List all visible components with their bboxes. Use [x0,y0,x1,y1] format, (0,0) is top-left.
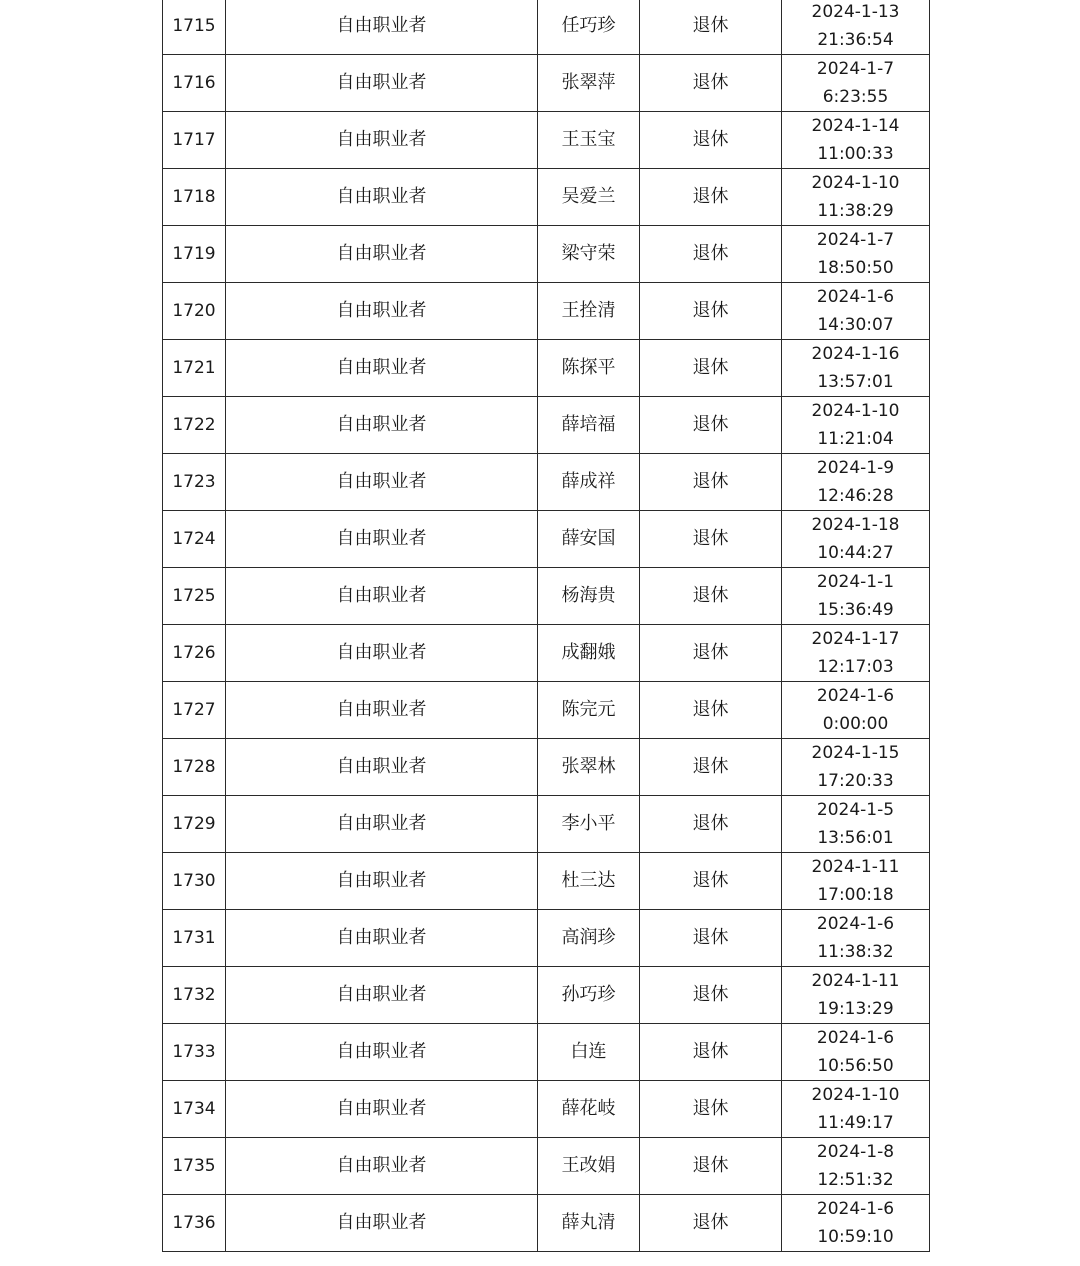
name-cell: 薛花岐 [538,1081,640,1138]
table-row [163,1024,930,1081]
time-text: 12:46:28 [817,486,894,506]
status-cell: 退休 [640,112,782,169]
occupation-cell: 自由职业者 [226,1138,538,1195]
table-row [163,454,930,511]
datetime-cell [782,0,930,55]
time-text: 18:50:50 [817,258,894,278]
datetime-cell [782,1138,930,1195]
table-row [163,1138,930,1195]
status-cell: 退休 [640,967,782,1024]
time-text: 11:21:04 [817,429,894,449]
status-cell: 退休 [640,739,782,796]
time-text: 17:00:18 [817,885,894,905]
time-text: 14:30:07 [817,315,894,335]
datetime-cell [782,967,930,1024]
date-text: 2024-1-14 [811,116,900,136]
row-number-cell: 1732 [163,967,226,1024]
status-cell: 退休 [640,853,782,910]
occupation-cell: 自由职业者 [226,739,538,796]
date-text: 2024-1-6 [816,686,895,706]
name-cell: 吴爱兰 [538,169,640,226]
time-text: 11:38:29 [817,201,894,221]
name-cell: 张翠林 [538,739,640,796]
datetime-cell [782,454,930,511]
occupation-cell: 自由职业者 [226,910,538,967]
table-row [163,0,930,55]
status-cell: 退休 [640,397,782,454]
datetime-cell [782,1195,930,1252]
name-cell: 王拴清 [538,283,640,340]
datetime-cell [782,283,930,340]
table-row [163,910,930,967]
row-number-cell: 1735 [163,1138,226,1195]
occupation-cell: 自由职业者 [226,1195,538,1252]
occupation-cell: 自由职业者 [226,397,538,454]
name-cell: 王玉宝 [538,112,640,169]
time-text: 21:36:54 [817,30,894,50]
date-text: 2024-1-15 [811,743,900,763]
time-text: 11:38:32 [817,942,894,962]
datetime-cell [782,340,930,397]
date-text: 2024-1-5 [816,800,895,820]
row-number-cell: 1731 [163,910,226,967]
date-text: 2024-1-17 [811,629,900,649]
name-cell: 薛丸清 [538,1195,640,1252]
date-text: 2024-1-8 [816,1142,895,1162]
date-text: 2024-1-10 [811,1085,900,1105]
table-row [163,1081,930,1138]
occupation-cell: 自由职业者 [226,226,538,283]
status-cell: 退休 [640,1138,782,1195]
row-number-cell: 1724 [163,511,226,568]
occupation-cell: 自由职业者 [226,283,538,340]
row-number-cell: 1722 [163,397,226,454]
status-cell: 退休 [640,625,782,682]
table-row [163,568,930,625]
status-cell: 退休 [640,568,782,625]
date-text: 2024-1-18 [811,515,900,535]
date-text: 2024-1-11 [811,971,900,991]
name-cell: 薛培福 [538,397,640,454]
date-text: 2024-1-13 [811,2,900,22]
table-row [163,340,930,397]
roster-table [162,0,930,1252]
datetime-cell [782,739,930,796]
status-cell: 退休 [640,796,782,853]
date-text: 2024-1-1 [816,572,895,592]
datetime-cell [782,112,930,169]
datetime-cell [782,511,930,568]
date-text: 2024-1-6 [816,1199,895,1219]
name-cell: 薛安国 [538,511,640,568]
occupation-cell: 自由职业者 [226,169,538,226]
table-row [163,169,930,226]
table-row [163,283,930,340]
name-cell: 梁守荣 [538,226,640,283]
date-text: 2024-1-16 [811,344,900,364]
table-row [163,853,930,910]
row-number-cell: 1715 [163,0,226,55]
row-number-cell: 1733 [163,1024,226,1081]
time-text: 6:23:55 [822,87,889,107]
datetime-cell [782,853,930,910]
name-cell: 任巧珍 [538,0,640,55]
status-cell: 退休 [640,1081,782,1138]
date-text: 2024-1-7 [816,59,895,79]
occupation-cell: 自由职业者 [226,1081,538,1138]
occupation-cell: 自由职业者 [226,1024,538,1081]
table-row [163,967,930,1024]
occupation-cell: 自由职业者 [226,967,538,1024]
status-cell: 退休 [640,454,782,511]
occupation-cell: 自由职业者 [226,625,538,682]
status-cell: 退休 [640,340,782,397]
table-row [163,112,930,169]
row-number-cell: 1721 [163,340,226,397]
time-text: 13:56:01 [817,828,894,848]
row-number-cell: 1727 [163,682,226,739]
date-text: 2024-1-6 [816,287,895,307]
time-text: 12:17:03 [817,657,894,677]
datetime-cell [782,55,930,112]
name-cell: 孙巧珍 [538,967,640,1024]
time-text: 11:00:33 [817,144,894,164]
row-number-cell: 1717 [163,112,226,169]
name-cell: 白连 [538,1024,640,1081]
occupation-cell: 自由职业者 [226,55,538,112]
row-number-cell: 1736 [163,1195,226,1252]
table-row [163,511,930,568]
row-number-cell: 1718 [163,169,226,226]
row-number-cell: 1730 [163,853,226,910]
name-cell: 陈探平 [538,340,640,397]
table-row [163,796,930,853]
datetime-cell [782,796,930,853]
datetime-cell [782,625,930,682]
name-cell: 陈完元 [538,682,640,739]
name-cell: 高润珍 [538,910,640,967]
table-row [163,397,930,454]
row-number-cell: 1726 [163,625,226,682]
occupation-cell: 自由职业者 [226,796,538,853]
name-cell: 杜三达 [538,853,640,910]
occupation-cell: 自由职业者 [226,0,538,55]
time-text: 15:36:49 [817,600,894,620]
name-cell: 成翻娥 [538,625,640,682]
occupation-cell: 自由职业者 [226,112,538,169]
row-number-cell: 1720 [163,283,226,340]
datetime-cell [782,1081,930,1138]
datetime-cell [782,568,930,625]
name-cell: 李小平 [538,796,640,853]
row-number-cell: 1728 [163,739,226,796]
date-text: 2024-1-7 [816,230,895,250]
time-text: 11:49:17 [817,1113,894,1133]
status-cell: 退休 [640,0,782,55]
datetime-cell [782,1024,930,1081]
status-cell: 退休 [640,1195,782,1252]
name-cell: 张翠萍 [538,55,640,112]
table-row [163,226,930,283]
occupation-cell: 自由职业者 [226,511,538,568]
time-text: 10:56:50 [817,1056,894,1076]
status-cell: 退休 [640,55,782,112]
row-number-cell: 1734 [163,1081,226,1138]
datetime-cell [782,397,930,454]
datetime-cell [782,682,930,739]
row-number-cell: 1719 [163,226,226,283]
table-row [163,55,930,112]
status-cell: 退休 [640,1024,782,1081]
row-number-cell: 1716 [163,55,226,112]
status-cell: 退休 [640,283,782,340]
status-cell: 退休 [640,226,782,283]
roster-table-body [163,0,930,1252]
time-text: 10:44:27 [817,543,894,563]
table-row [163,682,930,739]
status-cell: 退休 [640,682,782,739]
time-text: 19:13:29 [817,999,894,1019]
name-cell: 薛成祥 [538,454,640,511]
date-text: 2024-1-10 [811,401,900,421]
date-text: 2024-1-6 [816,914,895,934]
occupation-cell: 自由职业者 [226,682,538,739]
table-row [163,1195,930,1252]
name-cell: 王改娟 [538,1138,640,1195]
datetime-cell [782,169,930,226]
status-cell: 退休 [640,511,782,568]
occupation-cell: 自由职业者 [226,454,538,511]
time-text: 13:57:01 [817,372,894,392]
row-number-cell: 1723 [163,454,226,511]
table-row [163,739,930,796]
datetime-cell [782,226,930,283]
name-cell: 杨海贵 [538,568,640,625]
row-number-cell: 1729 [163,796,226,853]
date-text: 2024-1-11 [811,857,900,877]
occupation-cell: 自由职业者 [226,568,538,625]
date-text: 2024-1-9 [816,458,895,478]
row-number-cell: 1725 [163,568,226,625]
time-text: 0:00:00 [822,714,889,734]
time-text: 10:59:10 [817,1227,894,1247]
status-cell: 退休 [640,169,782,226]
time-text: 12:51:32 [817,1170,894,1190]
datetime-cell [782,910,930,967]
occupation-cell: 自由职业者 [226,853,538,910]
date-text: 2024-1-6 [816,1028,895,1048]
date-text: 2024-1-10 [811,173,900,193]
occupation-cell: 自由职业者 [226,340,538,397]
status-cell: 退休 [640,910,782,967]
table-row [163,625,930,682]
time-text: 17:20:33 [817,771,894,791]
